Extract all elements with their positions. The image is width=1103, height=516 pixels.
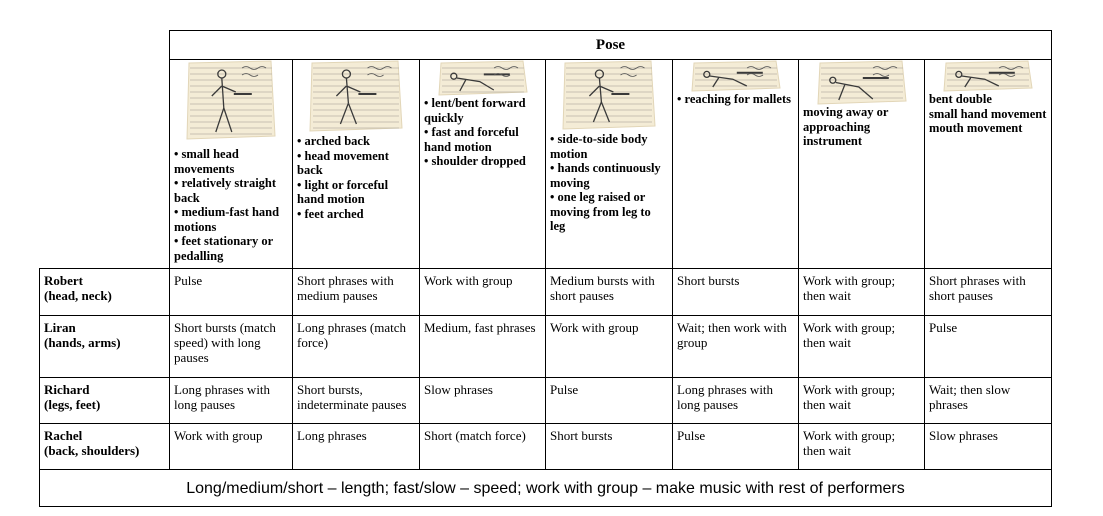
pose-sketch-image xyxy=(816,60,908,105)
performer-row xyxy=(40,269,1052,316)
instruction-cell: Short phrases with medium pauses xyxy=(293,269,420,316)
corner-blank xyxy=(40,31,170,60)
pose-sketch-image xyxy=(437,60,529,96)
pose-bullet: bent double xyxy=(929,92,992,106)
pose-description xyxy=(677,92,794,107)
performer-label xyxy=(40,269,170,316)
pose-description xyxy=(550,132,668,234)
performer-row xyxy=(40,316,1052,378)
pose-bullet: • relatively straight back xyxy=(174,176,277,205)
pose-sketch-image xyxy=(185,60,277,140)
instruction-cell: Work with group xyxy=(170,424,293,470)
performer-name: Liran xyxy=(44,320,76,335)
instruction-cell: Long phrases with long pauses xyxy=(170,378,293,424)
instruction-cell: Short bursts, indeterminate pauses xyxy=(293,378,420,424)
instruction-cell: Pulse xyxy=(546,378,673,424)
instruction-cell: Work with group xyxy=(420,269,546,316)
pose-7-cell xyxy=(925,60,1052,269)
instruction-cell: Long phrases (match force) xyxy=(293,316,420,378)
pose-description xyxy=(929,92,1047,136)
pose-bullet: • feet arched xyxy=(297,206,364,221)
legend-footer: Long/medium/short – length; fast/slow – speed; work with group – make music with rest of performers xyxy=(40,470,1052,507)
performer-row xyxy=(40,424,1052,470)
pose-4-cell xyxy=(546,60,673,269)
instruction-cell: Wait; then slow phrases xyxy=(925,378,1052,424)
instruction-cell: Work with group; then wait xyxy=(799,378,925,424)
instruction-cell: Medium bursts with short pauses xyxy=(546,269,673,316)
pose-1-cell xyxy=(170,60,293,269)
corner-blank-2 xyxy=(40,60,170,269)
pose-bullet: moving away or approaching instrument xyxy=(803,105,889,148)
pose-row xyxy=(40,60,1052,269)
instruction-cell: Slow phrases xyxy=(925,424,1052,470)
pose-description xyxy=(424,96,541,169)
pose-description xyxy=(803,105,920,149)
instruction-cell: Pulse xyxy=(925,316,1052,378)
pose-bullet: • one leg raised or moving from leg to leg xyxy=(550,190,651,233)
instruction-cell: Work with group xyxy=(546,316,673,378)
pose-3-cell xyxy=(420,60,546,269)
instruction-cell: Work with group; then wait xyxy=(799,316,925,378)
performer-label xyxy=(40,316,170,378)
instruction-cell: Pulse xyxy=(673,424,799,470)
pose-bullet: • hands continuously moving xyxy=(550,161,661,190)
performer-name: Richard xyxy=(44,382,90,397)
performer-name: Rachel xyxy=(44,428,83,443)
instruction-cell: Long phrases with long pauses xyxy=(673,378,799,424)
pose-sketch-image xyxy=(942,60,1034,92)
instruction-cell: Work with group; then wait xyxy=(799,424,925,470)
instruction-cell: Short (match force) xyxy=(420,424,546,470)
pose-bullet: • arched back xyxy=(297,134,370,148)
pose-bullet: • light or forceful hand motion xyxy=(297,177,389,206)
pose-6-cell xyxy=(799,60,925,269)
instruction-cell: Short bursts (match speed) with long pauses xyxy=(170,316,293,378)
performer-body-part: (head, neck) xyxy=(44,288,112,303)
instruction-cell: Work with group; then wait xyxy=(799,269,925,316)
pose-bullet: • reaching for mallets xyxy=(677,92,791,106)
pose-bullet: mouth movement xyxy=(929,121,1023,135)
pose-bullet: • medium-fast hand motions xyxy=(174,205,280,234)
instruction-cell: Short phrases with short pauses xyxy=(925,269,1052,316)
pose-sketch-image xyxy=(690,60,782,92)
pose-bullet: • shoulder dropped xyxy=(424,154,526,168)
pose-bullet: • small head movements xyxy=(174,147,239,176)
instruction-cell: Medium, fast phrases xyxy=(420,316,546,378)
pose-bullet: • feet stationary or pedalling xyxy=(174,234,273,263)
performer-label xyxy=(40,424,170,470)
pose-sketch-image xyxy=(561,60,657,130)
performer-body-part: (hands, arms) xyxy=(44,335,121,350)
score-table xyxy=(39,30,1052,507)
instruction-cell: Slow phrases xyxy=(420,378,546,424)
instruction-cell: Long phrases xyxy=(293,424,420,470)
performer-body-part: (back, shoulders) xyxy=(44,443,140,458)
performer-label xyxy=(40,378,170,424)
performer-body-part: (legs, feet) xyxy=(44,397,101,412)
instruction-cell: Wait; then work with group xyxy=(673,316,799,378)
performer-name: Robert xyxy=(44,273,83,288)
instruction-cell: Pulse xyxy=(170,269,293,316)
pose-bullet: small hand movement xyxy=(929,106,1047,121)
pose-header: Pose xyxy=(170,31,1052,60)
pose-sketch-image xyxy=(308,60,404,132)
pose-description xyxy=(174,147,288,263)
instruction-cell: Short bursts xyxy=(673,269,799,316)
pose-5-cell xyxy=(673,60,799,269)
instruction-cell: Short bursts xyxy=(546,424,673,470)
pose-description xyxy=(297,134,415,221)
pose-bullet: • lent/bent forward quickly xyxy=(424,96,526,125)
pose-bullet: • side-to-side body motion xyxy=(550,132,648,161)
pose-bullet: • fast and forceful hand motion xyxy=(424,125,519,154)
pose-bullet: • head movement back xyxy=(297,148,389,177)
performer-row xyxy=(40,378,1052,424)
pose-2-cell xyxy=(293,60,420,269)
